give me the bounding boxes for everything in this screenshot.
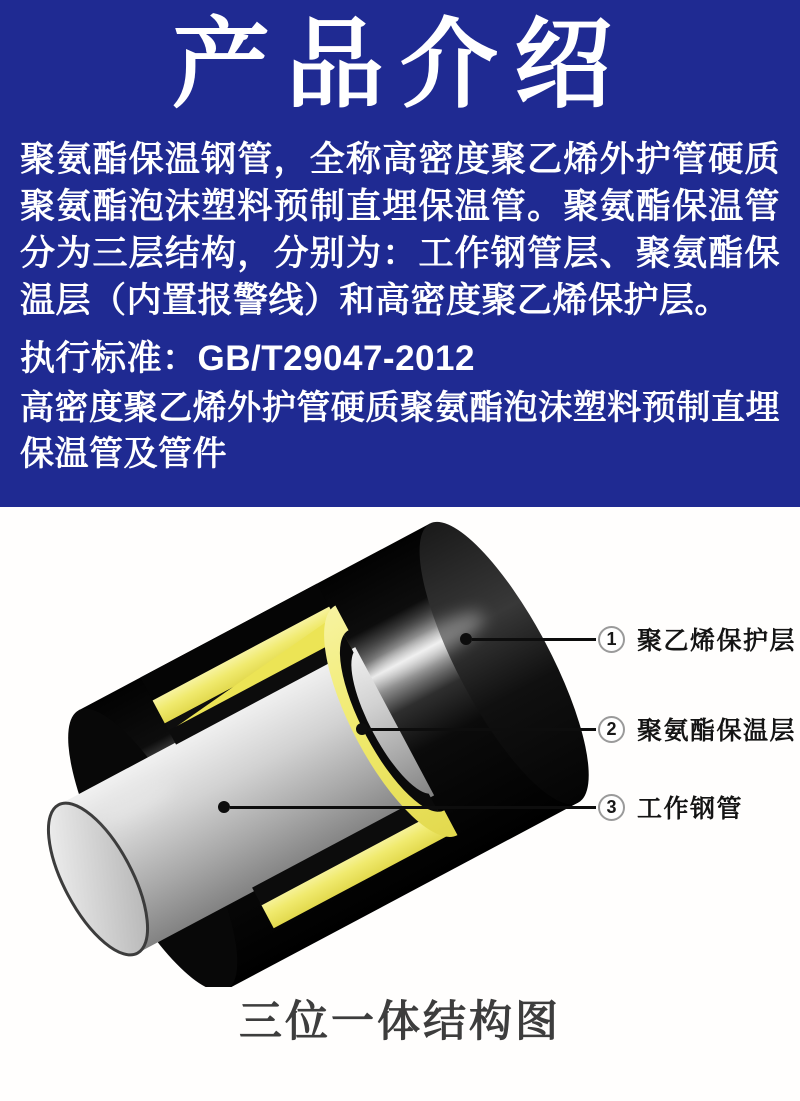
callout-polyurethane-layer [356, 714, 796, 744]
callout-polyethylene-layer [460, 624, 796, 654]
callout-leader-line [230, 806, 596, 809]
callout-leader-line [472, 638, 596, 641]
standard-code: 执行标准：GB/T29047-2012 [20, 339, 475, 378]
callout-steel-pipe [218, 792, 743, 822]
structure-figure [0, 507, 800, 1101]
callout-label: 工作钢管 [637, 795, 744, 823]
circled-number-badge: 1 [598, 626, 625, 653]
callout-label: 聚氨酯保温层 [637, 717, 797, 745]
standard-description: 高密度聚乙烯外护管硬质聚氨酯泡沫塑料预制直埋保温管及管件 [20, 389, 780, 473]
callout-dot-icon [218, 801, 230, 813]
callout-leader-line [368, 728, 596, 731]
circled-number-badge: 3 [598, 794, 625, 821]
figure-caption: 三位一体结构图 [239, 998, 561, 1046]
product-description: 聚氨酯保温钢管，全称高密度聚乙烯外护管硬质聚氨酯泡沫塑料预制直埋保温管。聚氨酯保温管分为三层结构，分别为：工作钢管层、聚氨酯保温层（内置报警线）和高密度聚乙烯保护层。 [20, 140, 780, 320]
page-title: 产品介绍 [171, 9, 628, 119]
circled-number-badge: 2 [598, 716, 625, 743]
hero-section [0, 0, 800, 507]
pipe-cutaway-illustration [0, 507, 800, 987]
callout-dot-icon [356, 723, 368, 735]
callout-label: 聚乙烯保护层 [637, 627, 797, 655]
callout-dot-icon [460, 633, 472, 645]
